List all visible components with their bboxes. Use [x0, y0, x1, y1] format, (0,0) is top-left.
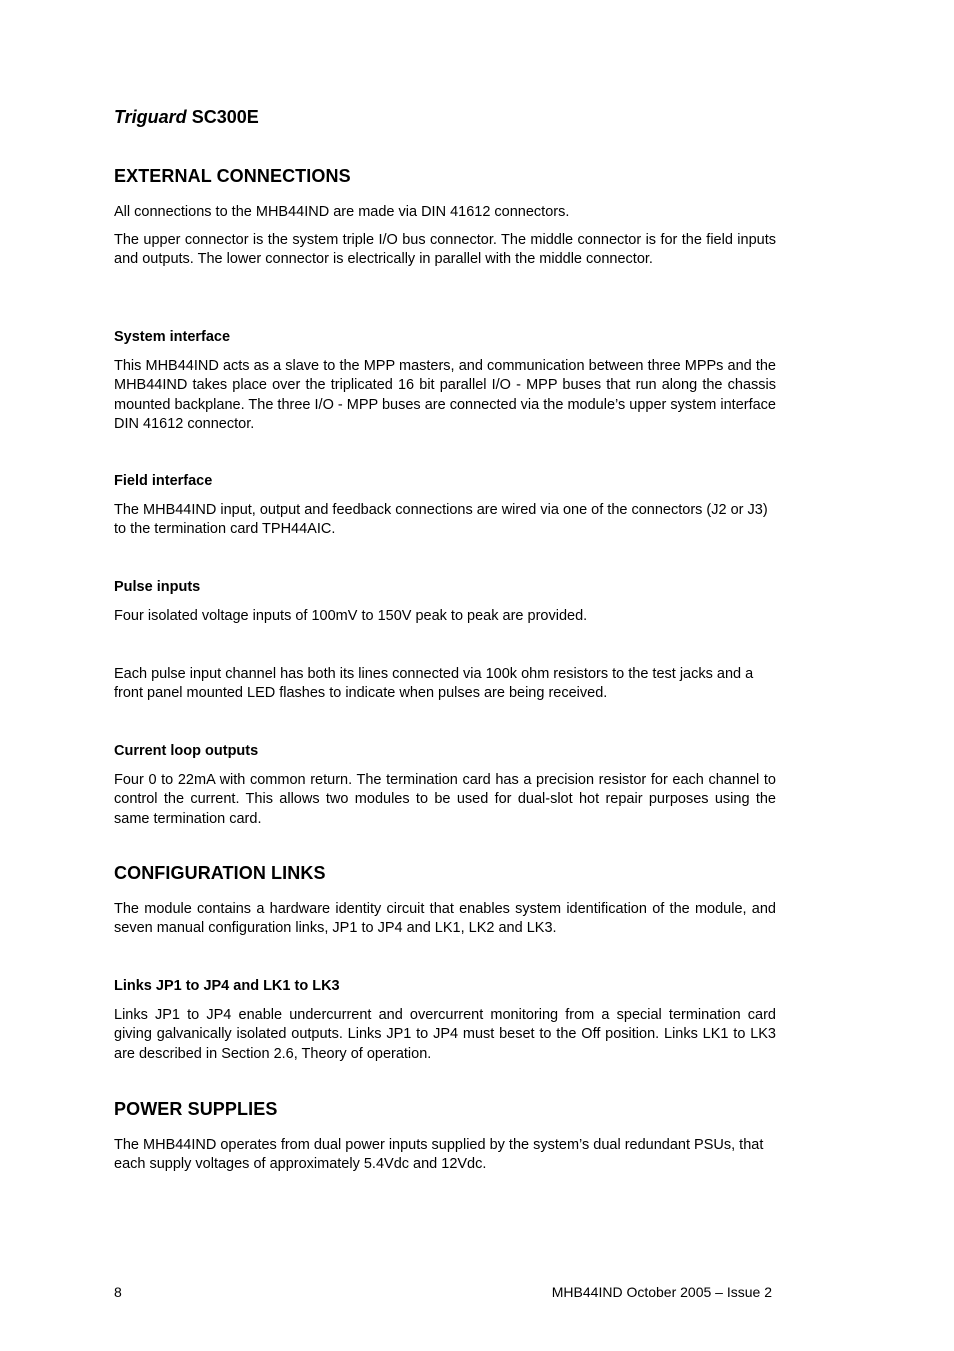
heading-pulse-inputs: Pulse inputs — [114, 579, 201, 595]
heading-system-interface: System interface — [114, 329, 231, 345]
page-number: 8 — [114, 1284, 122, 1300]
paragraph-field-interface: The MHB44IND input, output and feedback connections are wired via one of the connectors (J2 or J3) to the termination card TPH44AIC. — [114, 502, 768, 538]
paragraph-configuration-links: The module contains a hardware identity circuit that enables system identification of the module, and seven manual configuration links, JP1 to JP4 and LK1, LK2 and LK3. — [114, 901, 776, 937]
heading-power-supplies: POWER SUPPLIES — [114, 1099, 278, 1119]
heading-field-interface: Field interface — [114, 473, 213, 489]
paragraph-pulse-inputs-2: Each pulse input channel has both its lines connected via 100k ohm resistors to the test jacks and a front panel mounted LED flashes to indicate when pulses are being received. — [114, 666, 754, 702]
paragraph-pulse-inputs-1: Four isolated voltage inputs of 100mV to 150V peak to peak are provided. — [114, 608, 588, 624]
paragraph-external-1: All connections to the MHB44IND are made via DIN 41612 connectors. — [114, 204, 570, 220]
paragraph-current-loop: Four 0 to 22mA with common return. The termination card has a precision resistor for each channel to control the current. This allows two modules to be used for dual-slot hot repair purposes using the same termination card. — [114, 772, 776, 827]
heading-links-jp1-jp4: Links JP1 to JP4 and LK1 to LK3 — [114, 978, 340, 994]
document-title-model: SC300E — [186, 107, 259, 127]
heading-external-connections: EXTERNAL CONNECTIONS — [114, 166, 351, 186]
heading-configuration-links: CONFIGURATION LINKS — [114, 863, 326, 883]
document-title — [114, 107, 776, 128]
document-title-italic: Triguard — [114, 107, 187, 127]
paragraph-system-interface: This MHB44IND acts as a slave to the MPP masters, and communication between three MPPs and the MHB44IND takes place over the triplicated 16 bit parallel I/O - MPP buses that run along the chassis mounted backplane. The three I/O - MPP buses are connected via the module’s upper system interface DIN 41612 connector. — [114, 358, 776, 432]
paragraph-external-2: The upper connector is the system triple I/O bus connector. The middle connector is for the field inputs and outputs. The lower connector is electrically in parallel with the middle connector. — [114, 232, 776, 268]
heading-current-loop-outputs: Current loop outputs — [114, 743, 259, 759]
paragraph-links-jp1-jp4: Links JP1 to JP4 enable undercurrent and overcurrent monitoring from a special termination card giving galvanically isolated outputs. Links JP1 to JP4 must beset to the Off position. Links LK1 to LK3 are described in Section 2.6, Theory of operation. — [114, 1007, 776, 1062]
paragraph-power-supplies: The MHB44IND operates from dual power inputs supplied by the system’s dual redundant PSUs, that each supply voltages of approximately 5.4Vdc and 12Vdc. — [114, 1137, 764, 1173]
document-reference: MHB44IND October 2005 – Issue 2 — [551, 1284, 772, 1300]
